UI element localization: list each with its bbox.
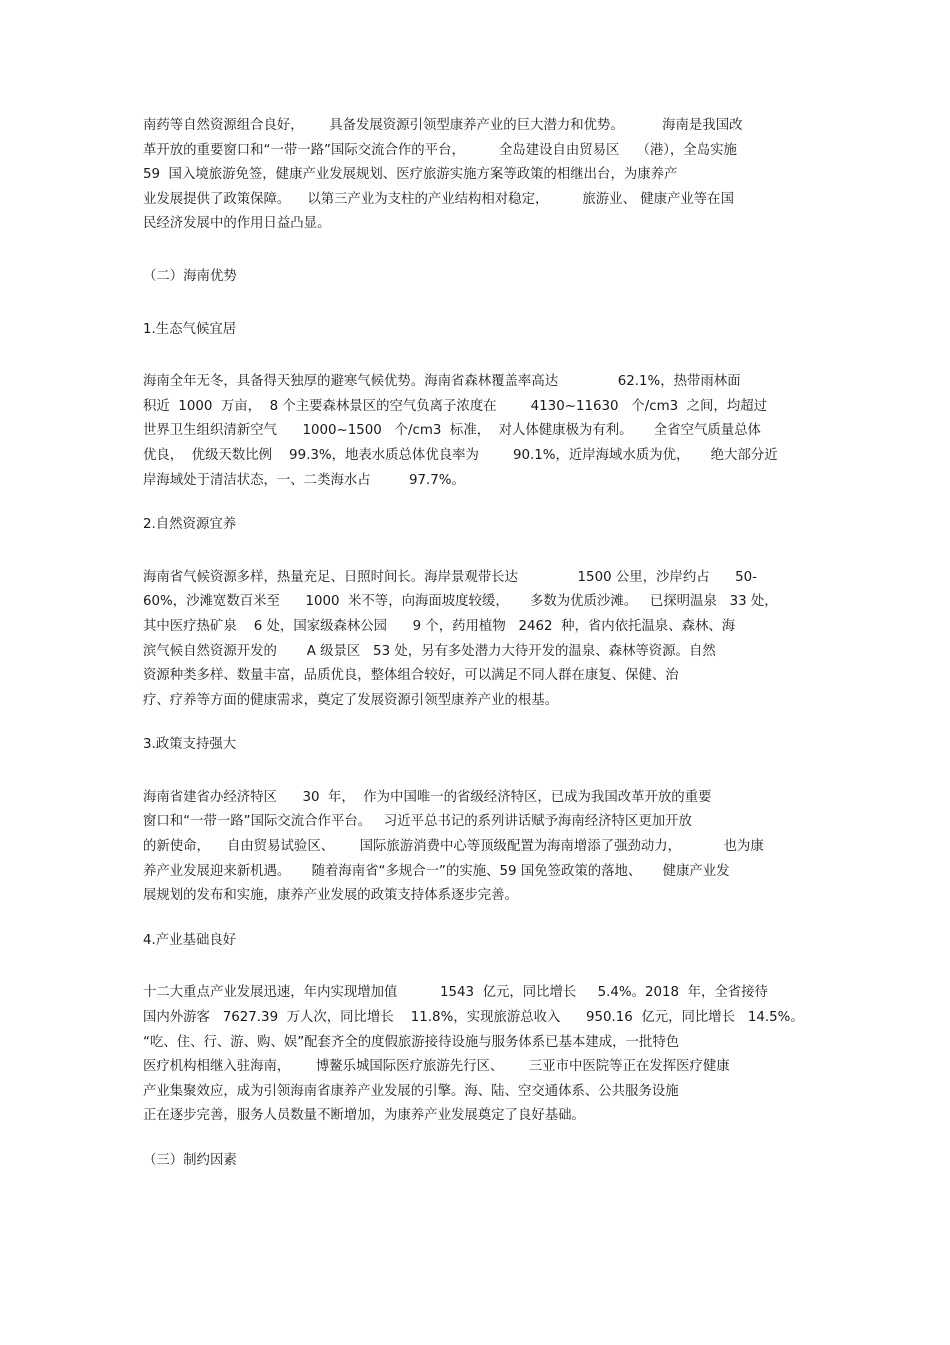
- subheading-industry: 4.产业基础良好: [143, 932, 237, 948]
- text-line: 养产业发展迎来新机遇。 随着海南省“多规合一”的实施、59 国免签政策的落地、 健康产业发: [143, 863, 730, 879]
- text-line: “吃、住、行、游、购、娱”配套齐全的度假旅游接待设施与服务体系已基本建成，一批特色: [143, 1034, 680, 1050]
- text-line: 海南省气候资源多样，热量充足、日照时间长。海岸景观带长达 1500 公里，沙岸约占 50-: [143, 569, 758, 585]
- text-line: 积近 1000 万亩， 8 个主要森林景区的空气负离子浓度在 4130~11630 个/cm3 之间，均超过: [143, 398, 767, 414]
- text-line: 海南全年无冬，具备得天独厚的避寒气候优势。海南省森林覆盖率高达 62.1%，热带雨林面: [143, 374, 741, 390]
- text-line: 医疗机构相继入驻海南， 博鳌乐城国际医疗旅游先行区、 三亚市中医院等正在发挥医疗健康: [143, 1059, 730, 1075]
- subheading-policy: 3.政策支持强大: [143, 737, 237, 753]
- text-line: 资源种类多样、数量丰富，品质优良，整体组合较好，可以满足不同人群在康复、保健、治: [143, 668, 679, 684]
- intro-paragraph: [143, 114, 813, 237]
- section-heading-constraints: （三）制约因素: [143, 1153, 237, 1168]
- ecology-paragraph: [143, 370, 813, 493]
- text-line: 世界卫生组织清新空气 1000~1500 个/cm3 标准， 对人体健康极为有利。 全省空气质量总体: [143, 423, 761, 439]
- section-heading-advantages: （二）海南优势: [143, 268, 237, 284]
- text-line: 的新使命， 自由贸易试验区、 国际旅游消费中心等顶级配置为海南增添了强劲动力， 也为康: [143, 839, 764, 855]
- text-line: 革开放的重要窗口和“一带一路”国际交流合作的平台， 全岛建设自由贸易区 （港），全岛实施: [143, 142, 737, 158]
- subheading-natural-resources: 2.自然资源宜养: [143, 517, 237, 533]
- text-line: 产业集聚效应，成为引领海南省康养产业发展的引擎。海、陆、空交通体系、公共服务设施: [143, 1083, 679, 1099]
- text-line: 59 国入境旅游免签，健康产业发展规划、医疗旅游实施方案等政策的相继出台，为康养产: [143, 167, 678, 183]
- text-line: 业发展提供了政策保障。 以第三产业为支柱的产业结构相对稳定， 旅游业、 健康产业等在国: [143, 191, 734, 207]
- text-line: 其中医疗热矿泉 6 处，国家级森林公园 9 个，药用植物 2462 种，省内依托温泉、森林、海: [143, 618, 736, 634]
- text-line: 滨气候自然资源开发的 A 级景区 53 处，另有多处潜力大待开发的温泉、森林等资源。自然: [143, 643, 716, 659]
- text-line: 正在逐步完善，服务人员数量不断增加，为康养产业发展奠定了良好基础。: [143, 1108, 585, 1124]
- text-line: 展规划的发布和实施，康养产业发展的政策支持体系逐步完善。: [143, 888, 518, 904]
- text-line: 窗口和“一带一路”国际交流合作平台。 习近平总书记的系列讲话赋予海南经济特区更加开放: [143, 814, 692, 830]
- text-line: 优良， 优级天数比例 99.3%，地表水质总体优良率为 90.1%，近岸海域水质为优， 绝大部分近: [143, 447, 778, 463]
- text-line: 十二大重点产业发展迅速，年内实现增加值 1543 亿元，同比增长 5.4%。2018 年，全省接待: [143, 985, 768, 1001]
- text-line: 疗、疗养等方面的健康需求，奠定了发展资源引领型康养产业的根基。: [143, 692, 559, 708]
- natural-resources-paragraph: [143, 566, 813, 714]
- industry-paragraph: [143, 981, 813, 1129]
- text-line: 南药等自然资源组合良好， 具备发展资源引领型康养产业的巨大潜力和优势。 海南是我国改: [143, 118, 743, 133]
- text-line: 民经济发展中的作用日益凸显。: [143, 216, 331, 232]
- text-line: 海南省建省办经济特区 30 年， 作为中国唯一的省级经济特区，已成为我国改革开放的重要: [143, 789, 712, 805]
- policy-paragraph: [143, 786, 813, 909]
- text-line: 岸海域处于清洁状态，一、二类海水占 97.7%。: [143, 472, 465, 488]
- document-page: [143, 114, 813, 1174]
- text-line: 60%，沙滩宽数百米至 1000 米不等，向海面坡度较缓， 多数为优质沙滩。 已探明温泉 33 处，: [143, 594, 778, 610]
- subheading-ecology: 1.生态气候宜居: [143, 321, 237, 337]
- text-line: 国内外游客 7627.39 万人次，同比增长 11.8%，实现旅游总收入 950.16 亿元，同比增长 14.5%。: [143, 1010, 804, 1026]
